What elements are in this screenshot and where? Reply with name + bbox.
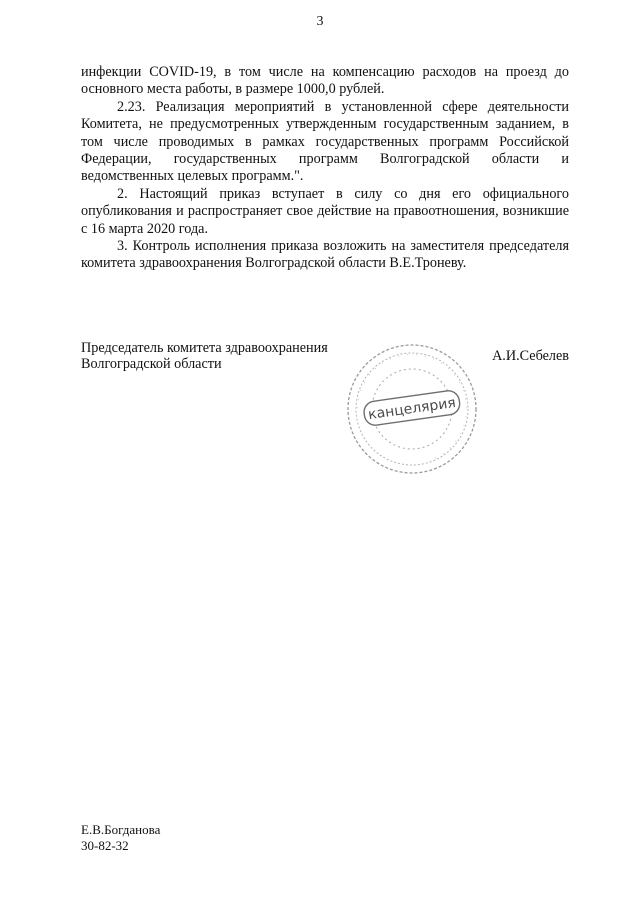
position-line-2: Волгоградской области — [81, 356, 222, 372]
page-number: 3 — [316, 14, 324, 29]
svg-text:· · · · · · · · · · · · · · ·: · · · · · · · · · · · · · · · · · · · · · · · · · · · — [353, 350, 471, 463]
stamp-seal-graphic — [342, 340, 482, 478]
executor-name: Е.В.Богданова — [81, 822, 161, 837]
paragraph-2-23: 2.23. Реализация мероприятий в установленной сфере деятельности Комитета, не предусмотренных утвержденным государственным заданием, в том числе проводимых в рамках государственных программ Российской Федерации, государственных программ Волгоградской области и ведомственных целевых программ.". — [81, 98, 569, 185]
paragraph-3: 3. Контроль исполнения приказа возложить на заместителя председателя комитета здравоохранения Волгоградской области В.Е.Троневу. — [81, 238, 569, 272]
svg-text:канцелярия: канцелярия — [367, 394, 457, 424]
signatory-name: А.И.Себелев — [492, 348, 569, 364]
document-body — [81, 64, 569, 273]
executor-block — [81, 822, 160, 854]
position-line-1: Председатель комитета здравоохранения — [81, 340, 328, 356]
paragraph-continuation: инфекции COVID-19, в том числе на компенсацию расходов на проезд до основного места работы, в размере 1000,0 рублей. — [81, 64, 569, 98]
signatory-position — [81, 340, 381, 372]
paragraph-2: 2. Настоящий приказ вступает в силу со дня его официального опубликования и распространяет свое действие на правоотношения, возникшие с 16 марта 2020 года. — [81, 185, 569, 237]
office-stamp — [342, 340, 482, 478]
executor-phone: 30-82-32 — [81, 838, 129, 853]
